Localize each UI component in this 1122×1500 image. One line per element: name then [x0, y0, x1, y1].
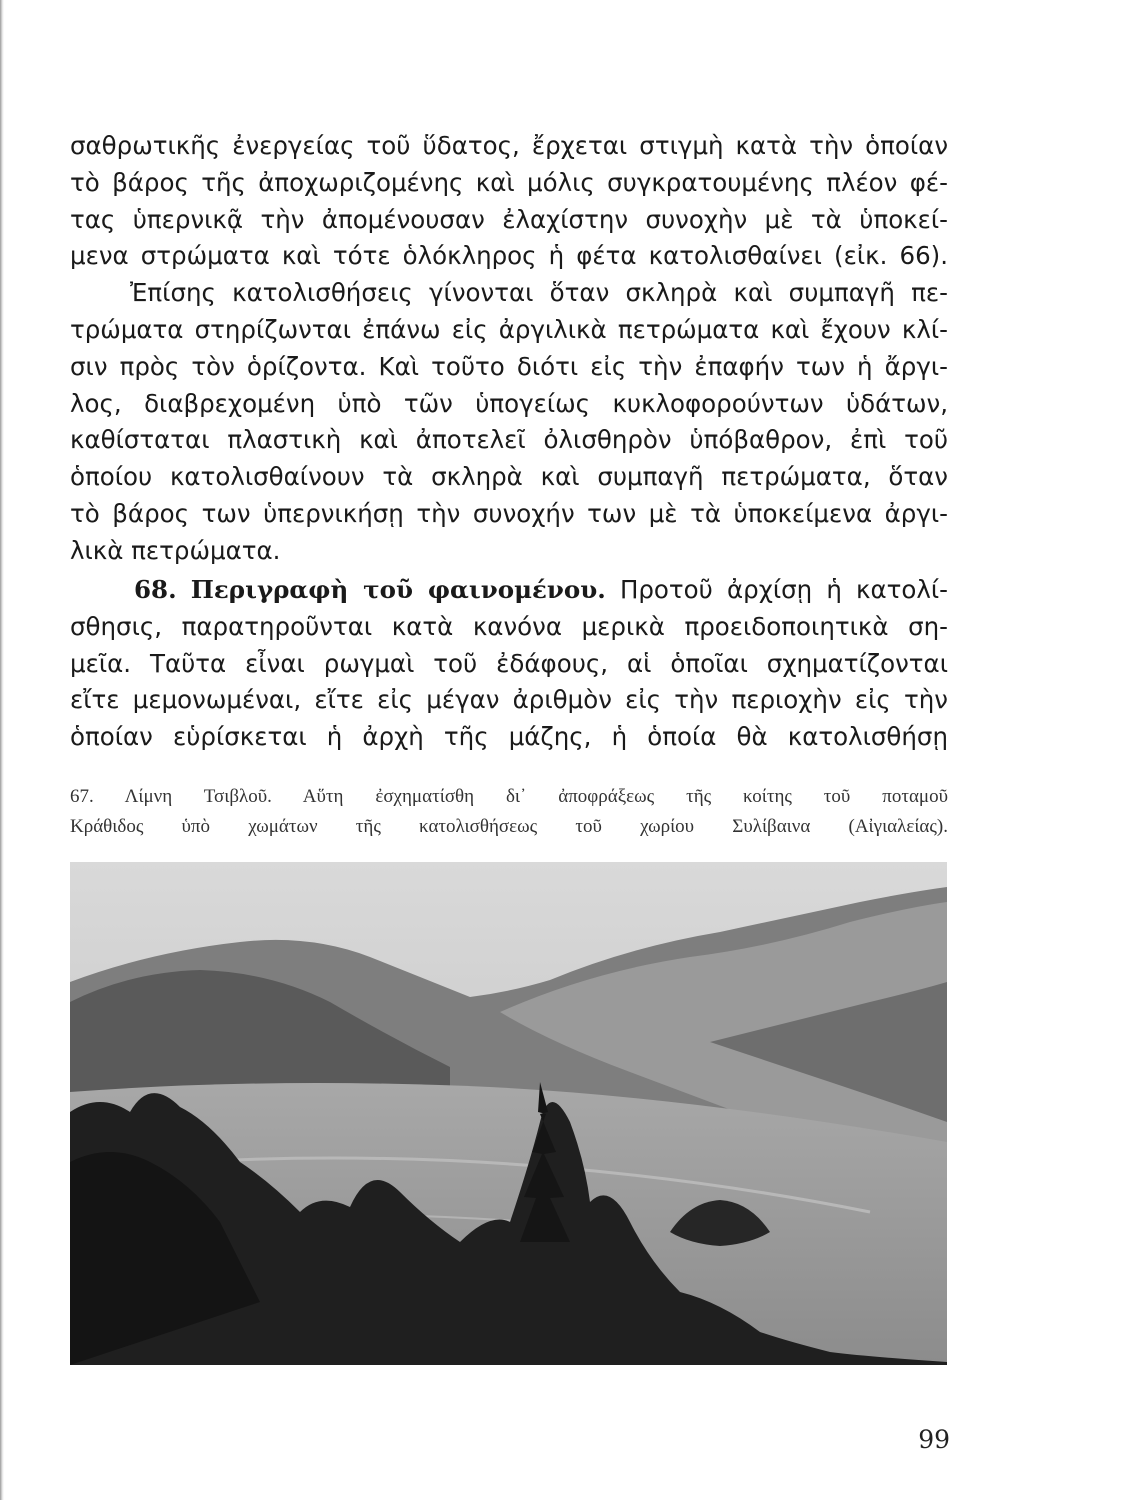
text-line: μενα στρώματα καὶ τότε ὁλόκληρος ἡ φέτα κατολισθαίνει (εἰκ. 66). — [70, 241, 948, 271]
text-line: εἴτε μεμονωμέναι, εἴτε εἰς μέγαν ἀριθμὸν εἰς τὴν περιοχὴν εἰς τὴν — [70, 685, 948, 715]
page-number: 99 — [918, 1425, 950, 1454]
text-line: λος, διαβρεχομένη ὑπὸ τῶν ὑπογείως κυκλοφορούντων ὑδάτων, — [70, 388, 948, 418]
text-line: μεῖα. Ταῦτα εἶναι ρωγμαὶ τοῦ ἐδάφους, αἱ ὁποῖαι σχηματίζονται — [70, 648, 948, 678]
text-line: τὸ βάρος των ὑπερνικήσῃ τὴν συνοχήν των μὲ τὰ ὑποκείμενα ἀργι- — [70, 498, 948, 528]
section-68 — [70, 572, 948, 756]
lake-photograph — [70, 862, 947, 1365]
section-first-line-text: Προτοῦ ἀρχίσῃ ἡ κατολί- — [619, 575, 948, 604]
text-line: ὁποίαν εὑρίσκεται ἡ ἀρχὴ τῆς μάζης, ἡ ὁποία θὰ κατολισθήσῃ — [70, 722, 948, 752]
caption-line: Κράθιδος ὑπὸ χωμάτων τῆς κατολισθήσεως τοῦ χωρίου Συλίβαινα (Αἰγιαλείας). — [70, 816, 948, 837]
section-title: Περιγραφὴ τοῦ φαινομένου. — [190, 575, 606, 604]
text-line: Ἐπίσης κατολισθήσεις γίνονται ὅταν σκληρὰ καὶ συμπαγῆ πε- — [130, 278, 948, 308]
section-number: 68. — [134, 575, 177, 604]
text-line: σθησις, παρατηροῦνται κατὰ κανόνα μερικὰ προειδοποιητικὰ ση- — [70, 611, 948, 641]
text-line: τας ὑπερνικᾷ τὴν ἀπομένουσαν ἐλαχίστην συνοχὴν μὲ τὰ ὑποκεί- — [70, 204, 948, 234]
text-line: σιν πρὸς τὸν ὁρίζοντα. Καὶ τοῦτο διότι εἰς τὴν ἐπαφήν των ἡ ἄργι- — [70, 351, 948, 381]
figure-caption — [70, 782, 948, 842]
text-line: τρώματα στηρίζωνται ἐπάνω εἰς ἀργιλικὰ πετρώματα καὶ ἔχουν κλί- — [70, 314, 948, 344]
text-line: ὁποίου κατολισθαίνουν τὰ σκληρὰ καὶ συμπαγῆ πετρώματα, ὅταν — [70, 462, 948, 492]
caption-line: 67. Λίμνη Τσιβλοῦ. Αὕτη ἐσχηματίσθη δι᾽ ἀποφράξεως τῆς κοίτης τοῦ ποταμοῦ — [70, 786, 948, 807]
page-binding-edge — [0, 0, 4, 1500]
section-first-line — [70, 572, 948, 609]
text-line: τὸ βάρος τῆς ἀποχωριζομένης καὶ μόλις συγκρατουμένης πλέον φέ- — [70, 167, 948, 197]
body-text — [70, 128, 948, 570]
text-line: καθίσταται πλαστικὴ καὶ ἀποτελεῖ ὀλισθηρὸν ὑπόβαθρον, ἐπὶ τοῦ — [70, 425, 948, 455]
text-line: λικὰ πετρώματα. — [70, 535, 281, 565]
text-line: σαθρωτικῆς ἐνεργείας τοῦ ὕδατος, ἔρχεται στιγμὴ κατὰ τὴν ὁποίαν — [70, 131, 948, 160]
